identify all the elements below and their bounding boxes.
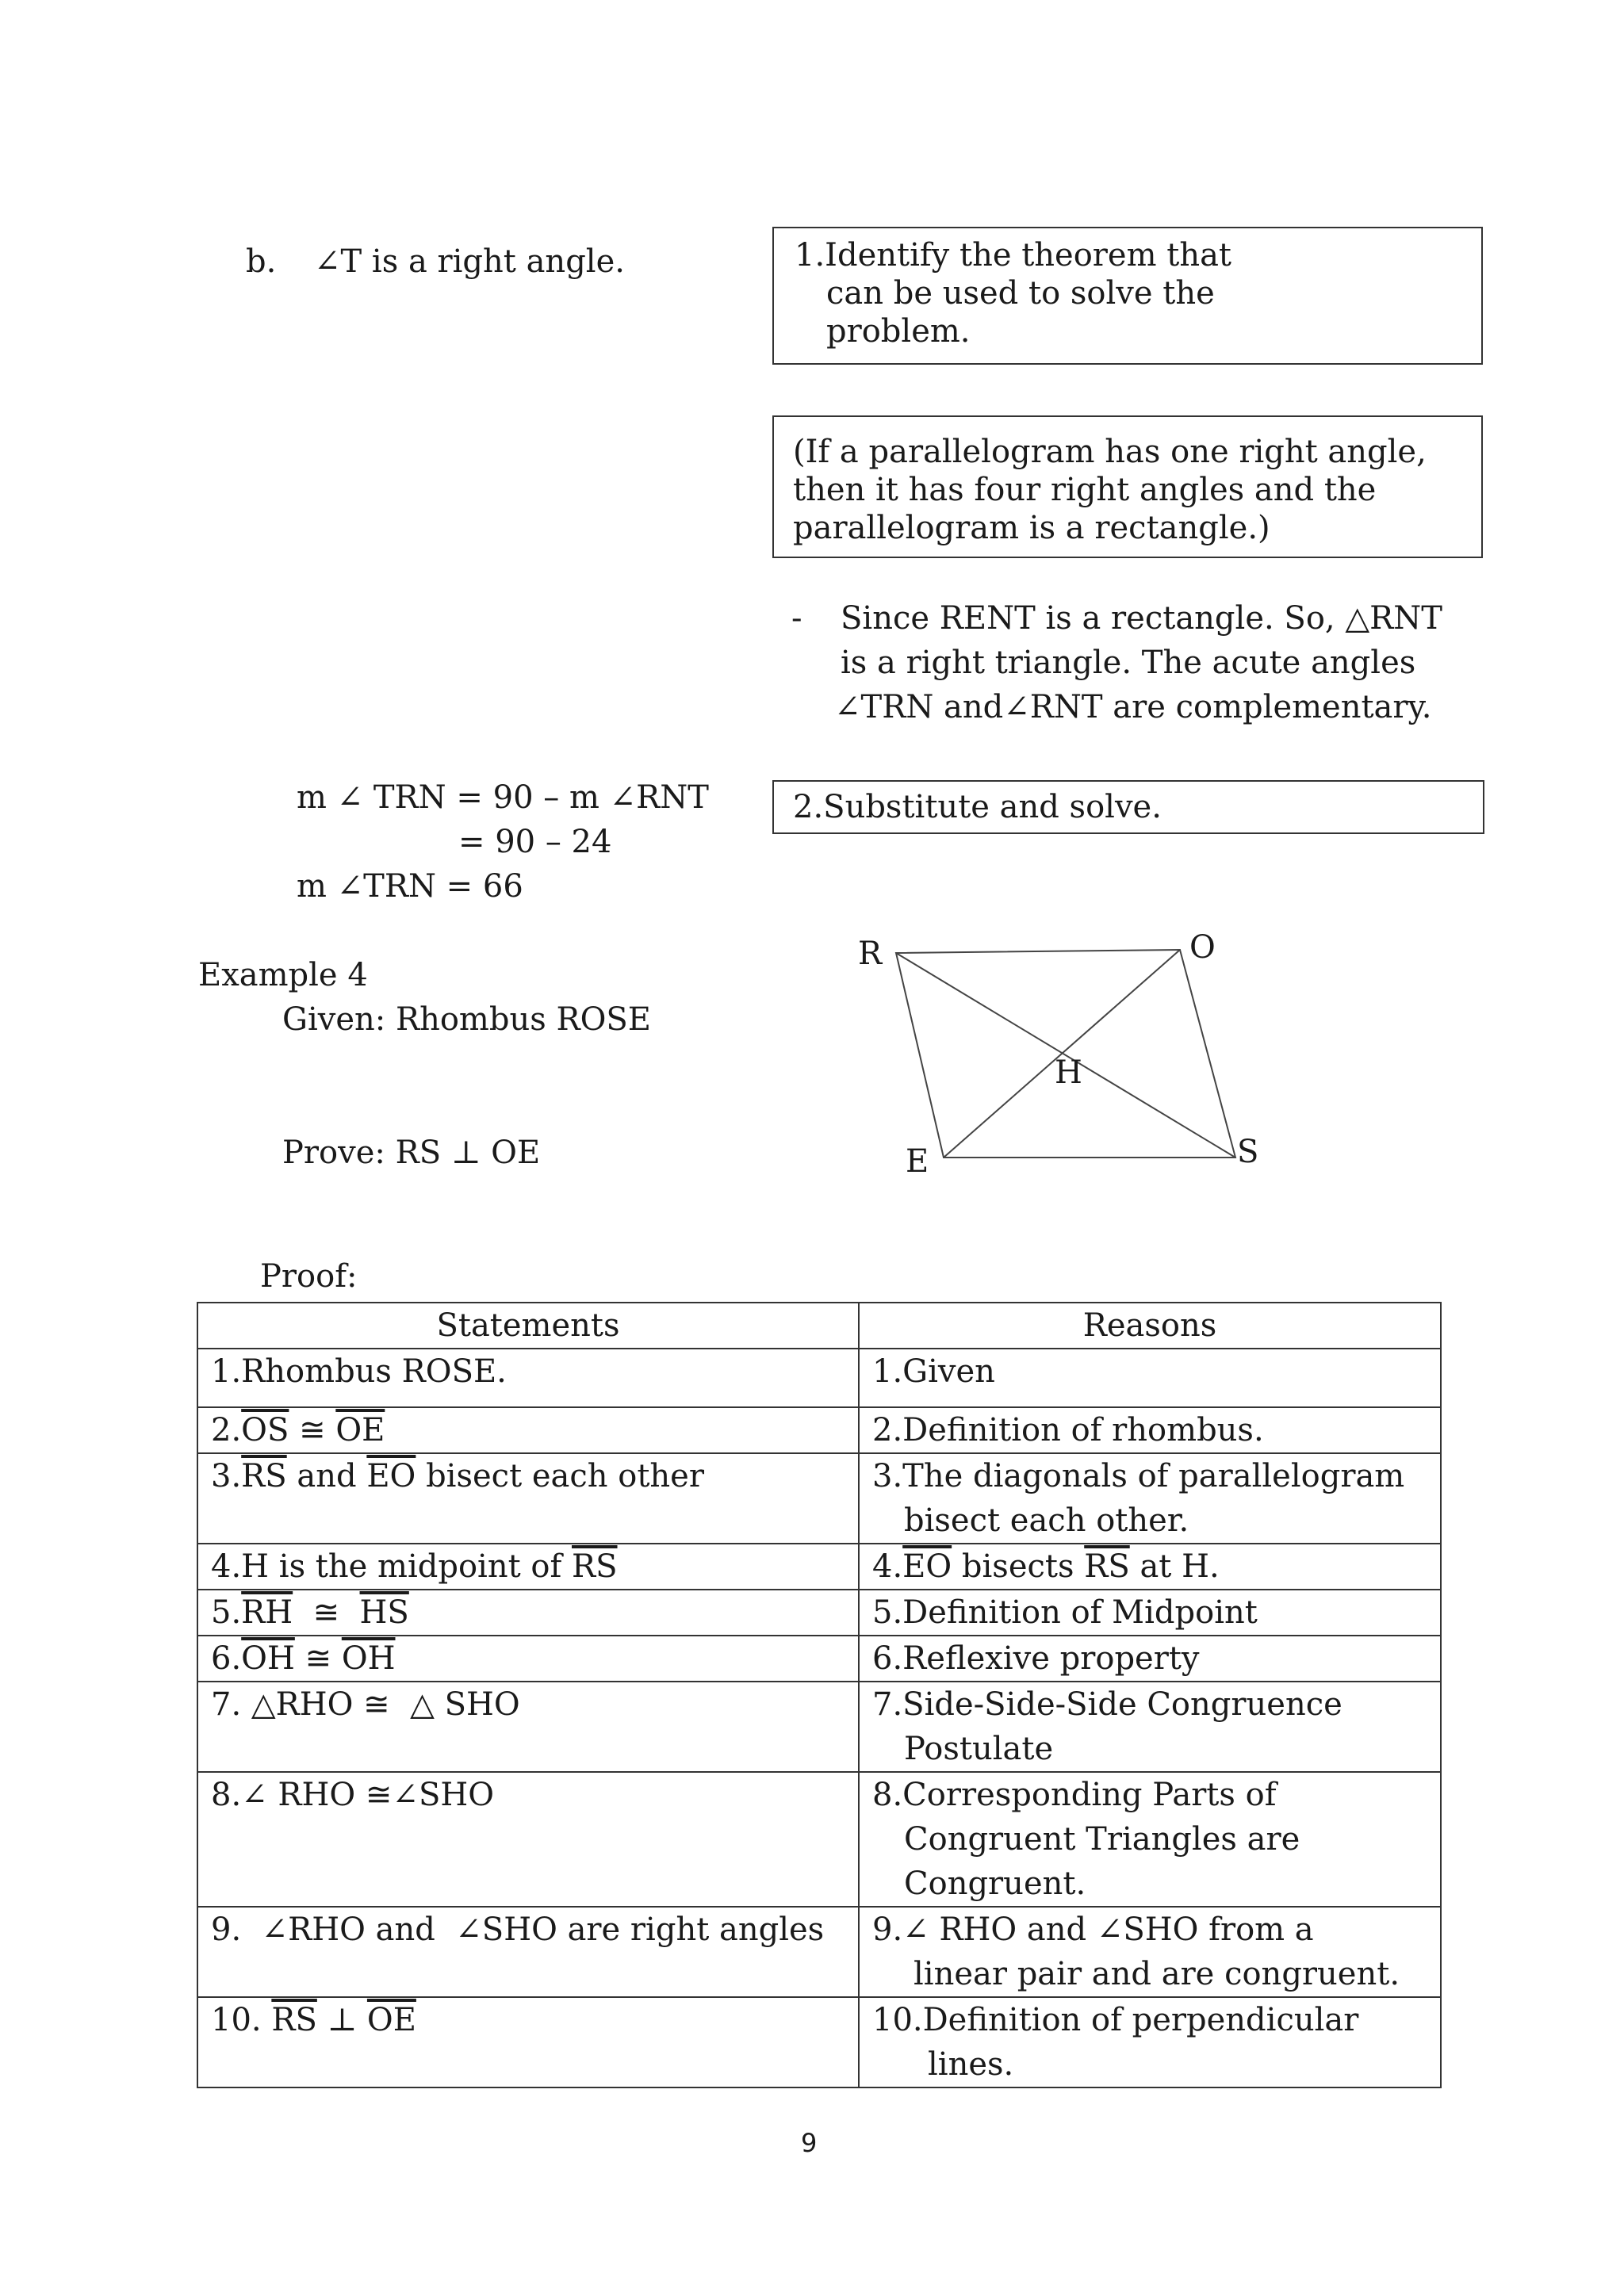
proof-row [197, 1682, 1441, 1772]
segment-oe: $\overline{OE}$ [366, 2002, 416, 2038]
step-1-line: can be used to solve the [826, 275, 1215, 312]
proof-row [197, 1907, 1441, 1997]
proof-row [197, 1772, 1441, 1907]
statements-header: Statements [197, 1303, 859, 1349]
theorem-line: parallelogram is a rectangle.) [793, 510, 1270, 546]
segment-eo: $\overline{EO}$ [902, 1548, 952, 1585]
intersection-label-h: H [1055, 1054, 1082, 1091]
statement-cell: $2.\overline{OS}$ ≅ $\overline{OE}$ [197, 1407, 859, 1453]
part-label: b. [246, 243, 277, 280]
proof-row [197, 1349, 1441, 1407]
segment-rs: $\overline{RS}$ [241, 1458, 287, 1494]
statement-cell: 1.Rhombus ROSE. [197, 1349, 859, 1407]
statement-cell: 7. △RHO ≅ △ SHO [197, 1682, 859, 1772]
reason-cell: 7.Side-Side-Side Congruence Postulate [859, 1682, 1441, 1772]
proof-title: Proof: [260, 1258, 358, 1295]
statement-cell: 10. $\overline{RS}$ ⊥ $\overline{OE}$ [197, 1997, 859, 2087]
proof-table [197, 1302, 1442, 2088]
page-number: 9 [801, 2128, 818, 2158]
reason-cell: 5.Definition of Midpoint [859, 1590, 1441, 1636]
note-dash: - [791, 600, 802, 637]
note-line: is a right triangle. The acute angles [841, 645, 1416, 681]
segment-os: $\overline{OS}$ [241, 1412, 289, 1448]
equation-line: = 90 – 24 [458, 824, 612, 860]
proof-row [197, 1407, 1441, 1453]
prove-statement: Prove: RS ⊥ OE [282, 1135, 541, 1171]
segment-rs: $\overline{RS}$ [1084, 1548, 1130, 1585]
statement-cell: 9. ∠RHO and ∠SHO are right angles [197, 1907, 859, 1997]
segment-oh: $\overline{OH}$ [241, 1640, 295, 1677]
reason-cell: 3.The diagonals of parallelogram bisect each other. [859, 1453, 1441, 1544]
note-line: ∠TRN and∠RNT are complementary. [834, 689, 1432, 725]
reason-cell: 10.Definition of perpendicular lines. [859, 1997, 1441, 2087]
segment-rh: $\overline{RH}$ [241, 1594, 293, 1631]
statement-cell: 4.H is the midpoint of $\overline{RS}$ [197, 1544, 859, 1590]
theorem-line: then it has four right angles and the [793, 472, 1377, 508]
example-title: Example 4 [198, 957, 368, 993]
segment-oe: $\overline{OE}$ [335, 1412, 385, 1448]
statement-cell: $3.\overline{RS}$ and $\overline{EO}$ bisect each other [197, 1453, 859, 1544]
diagonal-oe [944, 950, 1180, 1158]
rhombus-figure [841, 928, 1285, 1189]
proof-row [197, 1590, 1441, 1636]
proof-row [197, 1997, 1441, 2087]
statement-cell: 8.∠ RHO ≅∠SHO [197, 1772, 859, 1907]
reason-cell: 1.Given [859, 1349, 1441, 1407]
part-b-statement: ∠T is a right angle. [314, 243, 625, 280]
segment-rs: $\overline{RS}$ [572, 1548, 618, 1585]
vertex-label-s: S [1237, 1134, 1259, 1170]
proof-header-row [197, 1303, 1441, 1349]
step-2-text: 2.Substitute and solve. [793, 789, 1162, 825]
segment-eo: $\overline{EO}$ [366, 1458, 416, 1494]
proof-row [197, 1636, 1441, 1682]
vertex-label-r: R [858, 936, 883, 972]
reasons-header: Reasons [859, 1303, 1441, 1349]
step-2-box [772, 780, 1484, 834]
reason-cell: $4.\overline{EO}$ bisects $\overline{RS}$ at H. [859, 1544, 1441, 1590]
segment-rs: $\overline{RS}$ [271, 2002, 317, 2038]
segment-hs: $\overline{HS}$ [359, 1594, 409, 1631]
statement-cell: $6.\overline{OH}$ ≅ $\overline{OH}$ [197, 1636, 859, 1682]
statement-cell: $5.\overline{RH}$ ≅ $\overline{HS}$ [197, 1590, 859, 1636]
step-1-line: 1.Identify the theorem that [795, 237, 1231, 274]
proof-row [197, 1453, 1441, 1544]
note-line: Since RENT is a rectangle. So, △RNT [841, 600, 1442, 637]
reason-cell: 9.∠ RHO and ∠SHO from a linear pair and are congruent. [859, 1907, 1441, 1997]
theorem-box [772, 415, 1483, 558]
reason-cell: 6.Reflexive property [859, 1636, 1441, 1682]
step-1-line: problem. [826, 313, 971, 350]
vertex-label-e: E [906, 1143, 929, 1180]
vertex-label-o: O [1189, 929, 1216, 966]
equation-line: m ∠ TRN = 90 – m ∠RNT [297, 779, 709, 816]
segment-oh: $\overline{OH}$ [341, 1640, 396, 1677]
proof-row [197, 1544, 1441, 1590]
reason-cell: 8.Corresponding Parts of Congruent Triangles are Congruent. [859, 1772, 1441, 1907]
reason-cell: 2.Definition of rhombus. [859, 1407, 1441, 1453]
step-1-box [772, 227, 1483, 365]
theorem-line: (If a parallelogram has one right angle, [793, 434, 1427, 470]
given-statement: Given: Rhombus ROSE [282, 1001, 651, 1038]
equation-line: m ∠TRN = 66 [297, 868, 523, 905]
